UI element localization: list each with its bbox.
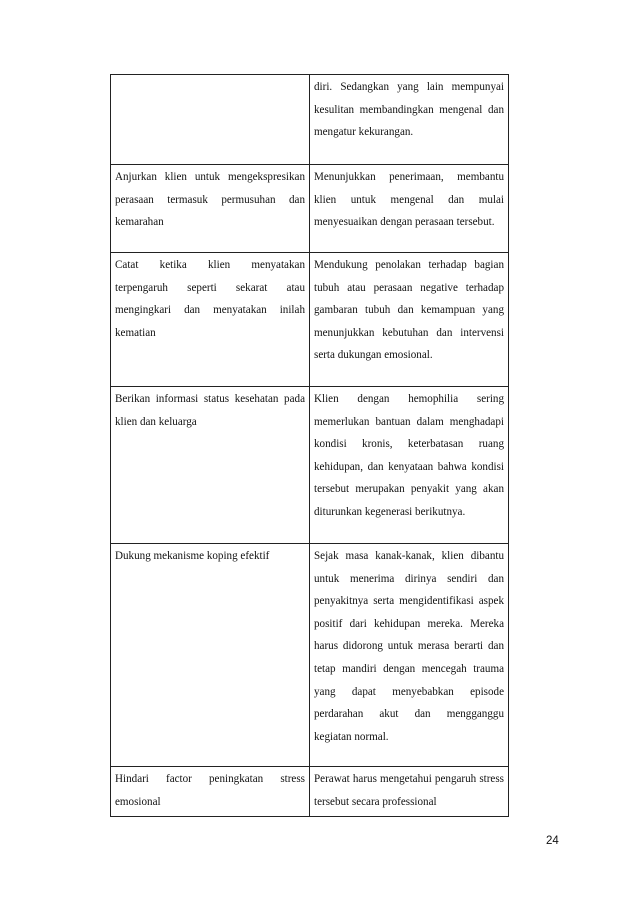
rationale-cell xyxy=(310,253,509,387)
action-text: Catat ketika klien menyatakan terpengaruh seperti sekarat atau mengingkari dan menyatakan inilah kematian xyxy=(115,259,305,339)
rationale-text: Klien dengan hemophilia sering memerlukan bantuan dalam menghadapi kondisi kronis, keterbatasan ruang kehidupan, dan kenyataan bahwa kondisi tersebut merupakan penyakit yang akan diturunkan kegenerasi berikutnya. xyxy=(314,393,504,518)
page-number: 24 xyxy=(546,835,559,847)
table-row xyxy=(111,165,509,253)
table-row xyxy=(111,75,509,165)
action-cell xyxy=(111,767,310,817)
action-text: Dukung mekanisme koping efektif xyxy=(115,550,270,562)
rationale-cell xyxy=(310,387,509,544)
table-row xyxy=(111,387,509,544)
table-row xyxy=(111,767,509,817)
rationale-cell xyxy=(310,165,509,253)
action-cell xyxy=(111,253,310,387)
rationale-cell xyxy=(310,75,509,165)
action-cell xyxy=(111,544,310,767)
rationale-text: diri. Sedangkan yang lain mempunyai kesulitan membandingkan mengenal dan mengatur kekurangan. xyxy=(314,81,504,139)
action-text: Anjurkan klien untuk mengekspresikan perasaan termasuk permusuhan dan kemarahan xyxy=(115,171,305,229)
action-cell xyxy=(111,75,310,165)
action-text: Hindari factor peningkatan stress emosional xyxy=(115,773,305,808)
intervention-table xyxy=(110,74,509,817)
table-row xyxy=(111,253,509,387)
rationale-text: Sejak masa kanak-kanak, klien dibantu untuk menerima dirinya sendiri dan penyakitnya serta mengidentifikasi aspek positif dari kehidupan mereka. Mereka harus didorong untuk merasa berarti dan tetap mandiri dengan mencegah trauma yang dapat menyebabkan episode perdarahan akut dan mengganggu kegiatan normal. xyxy=(314,550,504,743)
rationale-cell xyxy=(310,544,509,767)
rationale-text: Mendukung penolakan terhadap bagian tubuh atau perasaan negative terhadap gambaran tubuh dan kemampuan yang menunjukkan kebutuhan dan intervensi serta dukungan emosional. xyxy=(314,259,504,362)
rationale-cell xyxy=(310,767,509,817)
rationale-text: Perawat harus mengetahui pengaruh stress tersebut secara professional xyxy=(314,773,504,808)
action-cell xyxy=(111,387,310,544)
action-cell xyxy=(111,165,310,253)
action-text: Berikan informasi status kesehatan pada klien dan keluarga xyxy=(115,393,305,428)
table-row xyxy=(111,544,509,767)
rationale-text: Menunjukkan penerimaan, membantu klien untuk mengenal dan mulai menyesuaikan dengan perasaan tersebut. xyxy=(314,171,504,229)
